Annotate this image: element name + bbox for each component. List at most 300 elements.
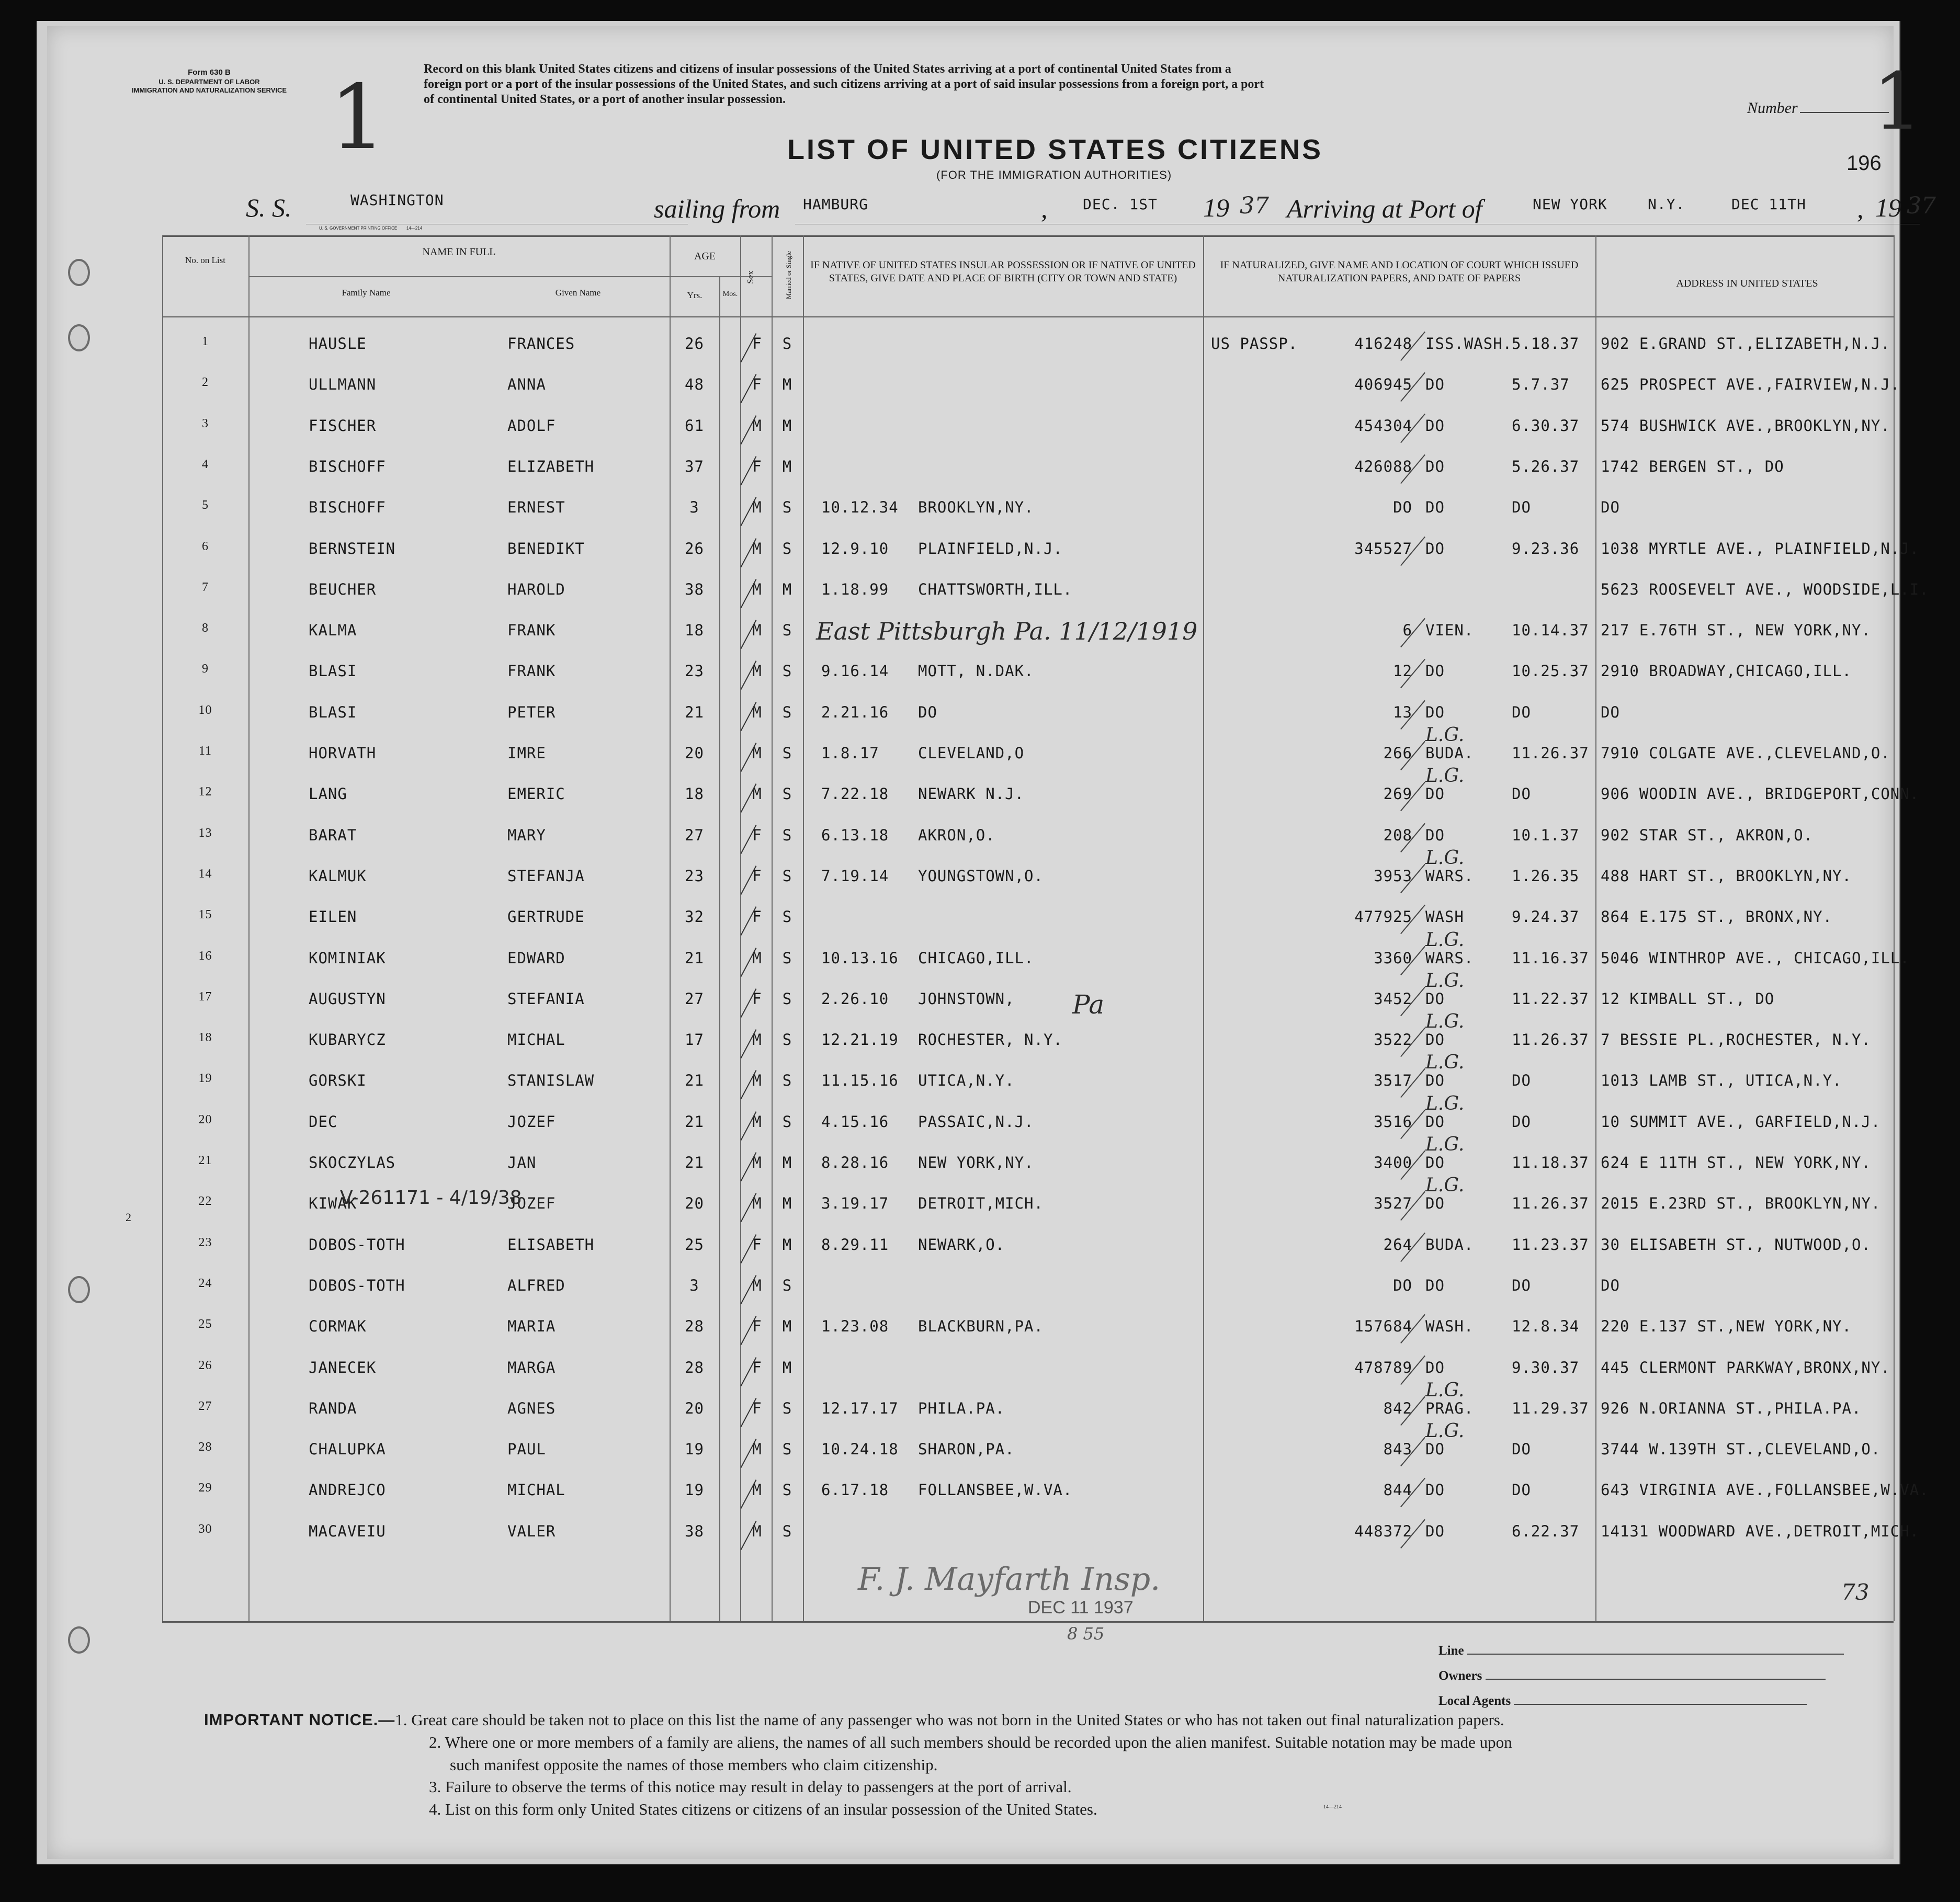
table-row [99,375,1900,416]
comma: , [1041,194,1048,223]
cell-naturalization-date: 9.23.36 [1512,539,1580,557]
cell-birth-place: DO [918,703,937,721]
cell-age: 37 [685,457,704,475]
punch-hole [68,1276,90,1303]
form-number: Form 630 B [188,68,231,77]
cell-birth-date: 7.19.14 [821,867,889,885]
cell-naturalization-number: DO [1393,498,1412,517]
table-row [99,1440,1894,1481]
form-title: LIST OF UNITED STATES CITIZENS [787,134,1323,165]
table-row [99,1399,1894,1440]
cell-family-name: DEC [309,1112,338,1131]
cell-given-name: GERTRUDE [507,908,585,926]
state-to: N.Y. [1648,196,1685,213]
cell-naturalization-court: ISS.WASH. [1425,335,1513,352]
table-row [99,990,1894,1031]
cell-age: 26 [685,539,704,557]
cell-age: 20 [685,1399,704,1417]
cell-naturalization-date: DO [1512,1481,1531,1499]
cell-birth-place: CHICAGO,ILL. [918,949,1034,967]
cell-family-name: SKOCZYLAS [309,1154,396,1171]
cell-given-name: STEFANIA [507,989,585,1008]
table-row [99,949,1910,990]
cell-no: 10 [198,703,212,717]
punch-hole [68,1626,90,1654]
cell-age: 21 [685,703,704,721]
cell-address: 902 E.GRAND ST.,ELIZABETH,N.J. [1601,335,1890,352]
cell-naturalization-date: 10.14.37 [1512,621,1589,640]
agents-label: Local Agents [1438,1694,1511,1708]
cell-age: 61 [685,416,704,435]
cell-marital-status: M [782,457,792,475]
cell-address: 3744 W.139TH ST.,CLEVELAND,O. [1601,1440,1881,1459]
table-row [99,1277,1894,1317]
cell-given-name: FRANK [507,621,556,640]
cell-address: 5046 WINTHROP AVE., CHICAGO,ILL. [1601,949,1910,967]
cell-given-name: ELIZABETH [507,457,595,475]
header-age: AGE [694,250,716,262]
cell-marital-status: S [782,1031,792,1049]
cell-sex: M [752,1154,762,1171]
cell-naturalization-date: 5.26.37 [1512,457,1580,475]
cell-address: 7 BESSIE PL.,ROCHESTER, N.Y. [1601,1031,1871,1049]
cell-age: 38 [685,1522,704,1540]
cell-birth-date: 8.29.11 [821,1235,889,1254]
cell-naturalization-number: 454304 [1354,416,1412,435]
cell-age: 21 [685,1154,704,1171]
year-prefix: 19 [1203,193,1229,222]
handwritten-lg-mark: L.G. [1425,1052,1465,1074]
cell-naturalization-number: 3517 [1374,1072,1412,1090]
cell-naturalization-date: 12.8.34 [1512,1317,1580,1336]
cell-no: 3 [202,416,209,430]
sailing-from-label: sailing from [654,194,780,223]
cell-birth-place: YOUNGSTOWN,O. [918,867,1044,885]
cell-age: 3 [689,498,699,517]
cell-marital-status: S [782,867,792,885]
cell-no: 8 [202,621,209,635]
cell-naturalization-number: 406945 [1354,375,1412,394]
cell-family-name: CHALUPKA [309,1440,386,1459]
cell-naturalization-date: 6.22.37 [1512,1522,1580,1540]
cell-no: 23 [198,1235,212,1249]
cell-sex: F [752,1399,762,1417]
cell-given-name: EDWARD [507,949,565,967]
cell-no: 11 [198,744,212,758]
cell-family-name: DOBOS-TOTH [309,1276,405,1294]
cell-marital-status: S [782,1276,792,1294]
cell-naturalization-court: DO [1425,416,1445,435]
cell-given-name: MICHAL [507,1481,565,1499]
cell-birth-date: 6.13.18 [821,826,889,844]
cell-naturalization-number: 264 [1383,1235,1412,1254]
cell-naturalization-number: 416248 [1354,335,1412,352]
important-notice [204,1709,1899,1821]
cell-marital-status: S [782,785,792,803]
cell-family-name: BISCHOFF [309,457,386,475]
form-subtitle: (FOR THE IMMIGRATION AUTHORITIES) [936,168,1172,181]
cell-given-name: STANISLAW [507,1072,595,1090]
cell-birth-place: CHATTSWORTH,ILL. [918,580,1073,598]
port-to: NEW YORK [1533,196,1607,213]
cell-family-name: KOMINIAK [309,949,386,967]
cell-naturalization-number: 843 [1383,1440,1412,1459]
cell-naturalization-date: 1.26.35 [1512,867,1580,885]
intro-line: foreign port or a port of the insular possessions of the United States, and such citizens arriving at a port of said insular possessions from a foreign port, a port [424,77,1264,91]
cell-age: 3 [689,1276,699,1294]
cell-no: 14 [198,867,212,881]
cell-marital-status: M [782,416,792,435]
cell-family-name: BLASI [309,662,357,680]
cell-naturalization-date: 11.22.37 [1512,989,1589,1008]
cell-naturalization-number: 844 [1383,1481,1412,1499]
cell-birth-date: 10.13.16 [821,949,899,967]
cell-naturalization-court: DO [1425,457,1445,475]
intro-line: Record on this blank United States citizens and citizens of insular possessions of the United States arriving at a port of continental United States from a [424,62,1231,76]
handwritten-lg-mark: L.G. [1425,1134,1465,1155]
cell-given-name: STEFANJA [507,867,585,885]
year-to: 37 [1907,192,1936,219]
name-subheader-rule [248,276,772,277]
table-row [99,1522,1920,1563]
cell-no: 4 [202,457,209,471]
table-row [99,1113,1894,1154]
cell-sex: F [752,1317,762,1336]
cell-naturalization-date: 6.30.37 [1512,416,1580,435]
cell-birth-place: BLACKBURN,PA. [918,1317,1044,1336]
cell-given-name: ELISABETH [507,1235,595,1254]
cell-marital-status: S [782,949,792,967]
cell-naturalization-court: DO [1425,1154,1445,1171]
cell-marital-status: S [782,1481,792,1499]
cell-naturalization-number: 478789 [1354,1358,1412,1376]
cell-age: 23 [685,867,704,885]
cell-naturalization-court: DO [1425,1031,1445,1049]
ship-name: WASHINGTON [350,191,444,209]
table-row [99,785,1920,826]
cell-family-name: GORSKI [309,1072,367,1090]
cell-family-name: ANDREJCO [309,1481,386,1499]
cell-birth-place: PLAINFIELD,N.J. [918,539,1063,557]
cell-address: 30 ELISABETH ST., NUTWOOD,O. [1601,1235,1871,1254]
cell-naturalization-court: DO [1425,1112,1445,1131]
cell-naturalization-number: 345527 [1354,539,1412,557]
cell-naturalization-number: 3522 [1374,1031,1412,1049]
cell-birth-place: SHARON,PA. [918,1440,1015,1459]
cell-birth-date: 2.26.10 [821,989,889,1008]
year-from: 37 [1240,192,1269,219]
cell-birth-date: 12.21.19 [821,1031,899,1049]
cell-naturalization-number: 3527 [1374,1194,1412,1213]
cell-naturalization-date: DO [1512,1072,1531,1090]
sheet-mark: 1 [330,66,387,169]
table-row [99,867,1894,908]
notice-line-2b: such manifest opposite the names of those members who claim citizenship. [450,1755,938,1774]
cell-naturalization-court: DO [1425,1481,1445,1499]
cell-naturalization-court: DO [1425,989,1445,1008]
cell-marital-status: S [782,1399,792,1417]
cell-birth-date: 1.8.17 [821,744,879,762]
cell-no: 16 [198,949,212,963]
cell-given-name: ERNEST [507,498,565,517]
cell-address: 1038 MYRTLE AVE., PLAINFIELD,N.J. [1601,539,1920,557]
cell-birth-place: PASSAIC,N.J. [918,1112,1034,1131]
cell-address: 5623 ROOSEVELT AVE., WOODSIDE,L.I. [1601,580,1929,598]
cell-family-name: MACAVEIU [309,1522,386,1540]
cell-sex: F [752,867,762,885]
cell-birth-date: 1.18.99 [821,580,889,598]
cell-birth-place: ROCHESTER, N.Y. [918,1031,1063,1049]
cell-address: 2910 BROADWAY,CHICAGO,ILL. [1601,662,1852,680]
port-from: HAMBURG [803,196,869,213]
cell-naturalization-court: WASH [1425,908,1464,926]
cell-family-name: KIWAK [309,1194,357,1213]
handwritten-lg-mark: L.G. [1425,1092,1465,1114]
cell-naturalization-date: 11.26.37 [1512,744,1589,762]
cell-birth-place: NEWARK,O. [918,1235,1005,1254]
line-label: Line [1438,1644,1464,1658]
table-row [99,908,1894,949]
cell-no: 28 [198,1440,212,1454]
form-identifier [131,68,288,95]
cell-address: 217 E.76TH ST., NEW YORK,NY. [1601,621,1871,640]
cell-marital-status: M [782,1317,792,1336]
header-mos: Mos. [722,290,738,298]
cell-no: 21 [198,1154,212,1167]
owners-field [1438,1667,1826,1683]
col-divider [1894,235,1895,1621]
cell-address: 2015 E.23RD ST., BROOKLYN,NY. [1601,1194,1881,1213]
cell-family-name: HAUSLE [309,335,367,352]
cell-address: 864 E.175 ST., BRONX,NY. [1601,908,1833,926]
punch-hole [68,259,90,286]
number-value: 1 [1873,56,1923,147]
cell-family-name: BARAT [309,826,357,844]
header-name-in-full: NAME IN FULL [422,246,496,258]
cell-naturalization-date: 11.16.37 [1512,949,1589,967]
cell-birth-place: PHILA.PA. [918,1399,1005,1417]
cell-sex: F [752,1358,762,1376]
cell-family-name: DOBOS-TOTH [309,1235,405,1254]
cell-naturalization-court: DO [1425,1522,1445,1540]
cell-marital-status: S [782,908,792,926]
cell-address: 906 WOODIN AVE., BRIDGEPORT,CONN. [1601,785,1920,803]
cell-no: 5 [202,498,209,512]
arriving-label: Arriving at Port of [1287,194,1482,223]
notice-line-2: 2. Where one or more members of a family are aliens, the names of all such members should be recorded upon the alien manifest. Suitable notation may be made upon [429,1733,1512,1751]
header-given-name: Given Name [555,288,601,298]
notice-line-1: IMPORTANT NOTICE.—1. Great care should be taken not to place on this list the name of any passenger who was not born in the United States or who has not taken out final naturalization papers. [204,1711,1504,1729]
cell-sex: M [752,785,762,803]
cell-sex: M [752,662,762,680]
cell-family-name: FISCHER [309,416,377,435]
cell-marital-status: S [782,498,792,517]
cell-sex: M [752,1276,762,1294]
cell-age: 21 [685,1112,704,1131]
cell-marital-status: M [782,1154,792,1171]
cell-given-name: ADOLF [507,416,556,435]
cell-address: 445 CLERMONT PARKWAY,BRONX,NY. [1601,1358,1890,1376]
cell-sex: M [752,1072,762,1090]
cell-given-name: HAROLD [507,580,565,598]
cell-family-name: BERNSTEIN [309,539,396,557]
header-birth: IF NATIVE OF UNITED STATES INSULAR POSSESSION OR IF NATIVE OF UNITED STATES, GIVE DATE AND PLACE OF BIRTH (CITY OR TOWN AND STATE) [810,259,1196,284]
table-row [99,539,1920,580]
cell-address: 7910 COLGATE AVE.,CLEVELAND,O. [1601,744,1890,762]
cell-address: 10 SUMMIT AVE., GARFIELD,N.J. [1601,1112,1881,1131]
cell-age: 27 [685,826,704,844]
margin-mark: 2 [126,1211,131,1224]
table-row [99,662,1894,703]
table-row [99,744,1894,785]
cell-birth-place: NEWARK N.J. [918,785,1025,803]
table-row [99,1031,1894,1072]
handwritten-birth-kalma: East Pittsburgh Pa. 11/12/1919 [816,617,1198,645]
cell-naturalization-number: 266 [1383,744,1412,762]
cell-no: 26 [198,1358,212,1372]
cell-naturalization-date: DO [1512,498,1531,517]
cell-naturalization-prefix: US PASSP. [1211,335,1298,352]
table-row [99,703,1894,744]
cell-no: 2 [202,375,209,390]
cell-naturalization-number: 208 [1383,826,1412,844]
agents-field [1438,1692,1807,1709]
cell-naturalization-number: 448372 [1354,1522,1412,1540]
date-to: DEC 11TH [1731,196,1806,213]
handwritten-lg-mark: L.G. [1425,970,1465,992]
cell-birth-place: NEW YORK,NY. [918,1154,1034,1171]
cell-naturalization-date: 10.1.37 [1512,826,1580,844]
cell-naturalization-number: 157684 [1354,1317,1412,1336]
cell-sex: F [752,335,762,352]
cell-naturalization-court: DO [1425,1358,1445,1376]
line-field [1438,1642,1844,1658]
cell-naturalization-date: 9.24.37 [1512,908,1580,926]
header-sex: Sex [745,270,755,284]
notice-lead: IMPORTANT NOTICE.— [204,1711,395,1729]
cell-naturalization-date: 9.30.37 [1512,1358,1580,1376]
cell-birth-date: 12.9.10 [821,539,889,557]
cell-sex: F [752,989,762,1008]
cell-marital-status: S [782,989,792,1008]
cell-sex: M [752,1194,762,1213]
cell-no: 9 [202,662,209,676]
cell-given-name: PAUL [507,1440,546,1459]
cell-naturalization-court: WASH. [1425,1317,1474,1336]
cell-birth-place: DETROIT,MICH. [918,1194,1044,1213]
cell-marital-status: M [782,1358,792,1376]
printing-office: U. S. GOVERNMENT PRINTING OFFICE 14—214 [319,226,423,231]
date-stamp: DEC 11 1937 [1028,1598,1134,1618]
cell-marital-status: S [782,662,792,680]
cell-given-name: PETER [507,703,556,721]
cell-given-name: ALFRED [507,1276,565,1294]
cell-given-name: MICHAL [507,1031,565,1049]
cell-address: 1742 BERGEN ST., DO [1601,457,1784,475]
punch-hole [68,324,90,351]
cell-family-name: RANDA [309,1399,357,1417]
header-married-single: Married or Single [785,250,792,300]
cell-age: 27 [685,989,704,1008]
department-name: U. S. DEPARTMENT OF LABOR [158,77,260,86]
cell-sex: M [752,949,762,967]
cell-no: 15 [198,908,212,922]
cell-marital-status: S [782,335,792,352]
header-no-on-list: No. on List [185,255,225,265]
cell-address: 902 STAR ST., AKRON,O. [1601,826,1814,844]
header-yrs: Yrs. [687,290,703,300]
cell-birth-place: CLEVELAND,O [918,744,1025,762]
cell-birth-place: BROOKLYN,NY. [918,498,1034,517]
cell-age: 19 [685,1481,704,1499]
cell-naturalization-court: WARS. [1425,949,1474,967]
cell-address: 488 HART ST., BROOKLYN,NY. [1601,867,1852,885]
cell-marital-status: S [782,1522,792,1540]
cell-sex: M [752,1481,762,1499]
table-top-rule [162,235,1894,237]
cell-age: 20 [685,1194,704,1213]
cell-naturalization-date: 11.29.37 [1512,1399,1589,1417]
handwritten-bottom-number: 73 [1841,1579,1870,1605]
service-name: IMMIGRATION AND NATURALIZATION SERVICE [131,86,287,94]
header-naturalized: IF NATURALIZED, GIVE NAME AND LOCATION OF COURT WHICH ISSUED NATURALIZATION PAPERS, AND DATE OF PAPERS [1220,259,1579,284]
cell-naturalization-date: 11.23.37 [1512,1235,1589,1254]
cell-address: 14131 WOODWARD AVE.,DETROIT,MICH. [1601,1522,1920,1540]
intro-line: of continental United States, or a port of another insular possession. [424,92,786,106]
cell-sex: F [752,457,762,475]
footer-print-code: 14—214 [1323,1804,1342,1810]
cell-naturalization-court: DO [1425,826,1445,844]
cell-no: 12 [198,785,212,799]
cell-birth-date: 10.24.18 [821,1440,899,1459]
handwritten-pa: Pa [1072,989,1105,1020]
cell-no: 30 [198,1522,212,1536]
table-row [99,826,1894,867]
cell-marital-status: S [782,539,792,557]
cell-address: 643 VIRGINIA AVE.,FOLLANSBEE,W.VA. [1601,1481,1929,1499]
cell-sex: M [752,1031,762,1049]
cell-no: 20 [198,1112,212,1126]
cell-age: 26 [685,335,704,352]
cell-birth-date: 8.28.16 [821,1154,889,1171]
cell-no: 22 [198,1194,212,1209]
notice-line-4: 4. List on this form only United States citizens or citizens of an insular possession of the United States. [429,1800,1097,1819]
table-row [99,498,1894,539]
page-number: 196 [1846,152,1882,175]
cell-age: 19 [685,1440,704,1459]
cell-sex: M [752,1440,762,1459]
table-row [99,1481,1929,1522]
table-row [99,1236,1894,1277]
cell-marital-status: S [782,1112,792,1131]
cell-naturalization-court: DO [1425,1440,1445,1459]
cell-naturalization-court: WARS. [1425,867,1474,885]
header-address: ADDRESS IN UNITED STATES [1676,278,1818,289]
cell-given-name: MARGA [507,1358,556,1376]
cell-sex: M [752,1522,762,1540]
cell-given-name: IMRE [507,744,546,762]
table-row [99,458,1894,498]
cell-sex: M [752,416,762,435]
table-row [99,335,1894,375]
cell-address: 624 E 11TH ST., NEW YORK,NY. [1601,1154,1871,1171]
cell-sex: F [752,1235,762,1254]
table-row [99,580,1929,621]
cell-naturalization-number: 12 [1393,662,1412,680]
cell-naturalization-court: DO [1425,375,1445,394]
cell-age: 28 [685,1358,704,1376]
cell-birth-date: 3.19.17 [821,1194,889,1213]
